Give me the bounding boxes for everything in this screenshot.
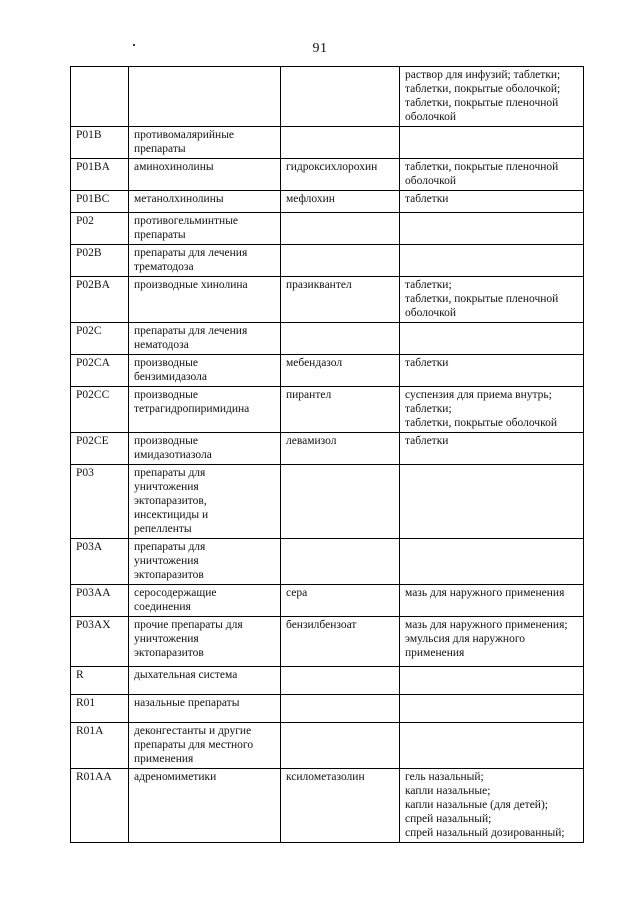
atc-code-cell: P02BA [71,277,129,323]
drug-name-cell [281,465,400,539]
group-name-cell [129,667,281,695]
atc-code-cell: P02CE [71,433,129,465]
group-name-cell-line: производные [134,435,198,447]
group-name-cell-line: противогельминтные [134,215,239,227]
drug-name-cell: мебендазол [281,355,400,387]
atc-code-cell [71,67,129,127]
dosage-form-cell [400,213,584,245]
dosage-form-cell [400,191,584,213]
group-name-cell-line: назальные препараты [134,697,240,709]
table-row [71,387,584,433]
group-name-cell-line: инсектициды и [134,509,209,521]
dosage-form-cell [400,67,584,127]
atc-code-cell: P01BC [71,191,129,213]
dosage-form-cell [400,617,584,667]
group-name-cell [129,277,281,323]
atc-code-cell: P03 [71,465,129,539]
drug-name-cell: левамизол [281,433,400,465]
dosage-form-cell-line: суспензия для приема внутрь; [405,389,552,401]
table-row [71,323,584,355]
table-row [71,695,584,723]
dosage-form-cell [400,723,584,769]
group-name-cell-line: эктопаразитов [134,569,204,581]
atc-code-cell: P02C [71,323,129,355]
dosage-form-cell [400,323,584,355]
dosage-form-cell-line: гель назальный; [405,771,484,783]
drug-name-cell [281,245,400,277]
group-name-cell [129,245,281,277]
table-row [71,723,584,769]
dosage-form-cell-line: оболочкой [405,307,457,319]
group-name-cell [129,585,281,617]
drug-name-cell [281,667,400,695]
dosage-form-cell-line: таблетки [405,435,449,447]
dosage-form-cell-line: таблетки; [405,279,452,291]
dosage-form-cell-line: оболочкой [405,175,457,187]
dosage-form-cell-line: мазь для наружного применения; [405,619,568,631]
group-name-cell-line: противомалярийные [134,129,235,141]
group-name-cell [129,355,281,387]
group-name-cell-line: производные [134,389,198,401]
scan-speck [133,44,135,46]
atc-code-cell: P02CA [71,355,129,387]
dosage-form-cell [400,159,584,191]
group-name-cell [129,191,281,213]
table-row [71,277,584,323]
dosage-form-cell-line: оболочкой [405,111,457,123]
table-row [71,355,584,387]
drug-name-cell: бензилбензоат [281,617,400,667]
drug-name-cell [281,127,400,159]
table-row [71,191,584,213]
dosage-form-cell [400,127,584,159]
table-row [71,245,584,277]
dosage-form-cell-line: таблетки [405,193,449,205]
group-name-cell-line: препараты для местного [134,739,254,751]
dosage-form-cell-line: применения [405,647,465,659]
group-name-cell [129,67,281,127]
group-name-cell-line: препараты [134,229,186,241]
group-name-cell-line: деконгестанты и другие [134,725,252,737]
dosage-form-cell-line: эмульсия для наружного [405,633,526,645]
dosage-form-cell [400,539,584,585]
atc-code-cell: R01AA [71,769,129,843]
atc-code-cell: P02CC [71,387,129,433]
atc-code-cell: P03A [71,539,129,585]
group-name-cell-line: соединения [134,601,191,613]
dosage-form-cell [400,465,584,539]
table-row [71,539,584,585]
table-row [71,67,584,127]
group-name-cell-line: трематодоза [134,261,194,273]
page-number: 91 [312,41,328,56]
group-name-cell-line: применения [134,753,194,765]
dosage-form-cell [400,769,584,843]
atc-code-cell: R [71,667,129,695]
drug-name-cell [281,67,400,127]
group-name-cell-line: производные хинолина [134,279,248,291]
group-name-cell-line: уничтожения [134,555,199,567]
group-name-cell [129,387,281,433]
group-name-cell-line: препараты [134,143,186,155]
dosage-form-cell [400,695,584,723]
group-name-cell-line: тетрагидропиримидина [134,403,250,415]
dosage-form-cell-line: таблетки, покрытые оболочкой; [405,83,561,95]
group-name-cell [129,769,281,843]
drug-name-cell: празиквантел [281,277,400,323]
group-name-cell-line: уничтожения [134,481,199,493]
atc-code-cell: P01B [71,127,129,159]
dosage-form-cell-line: раствор для инфузий; таблетки; [405,69,561,81]
dosage-form-cell-line: спрей назальный; [405,813,492,825]
table-row [71,769,584,843]
group-name-cell-line: препараты для лечения [134,325,248,337]
group-name-cell-line: серосодержащие [134,587,217,599]
dosage-form-cell [400,245,584,277]
group-name-cell-line: аминохинолины [134,161,214,173]
drug-name-cell: сера [281,585,400,617]
dosage-form-cell [400,355,584,387]
atc-code-cell: P02 [71,213,129,245]
group-name-cell-line: препараты для [134,467,206,479]
drug-name-cell [281,213,400,245]
group-name-cell-line: прочие препараты для [134,619,243,631]
atc-code-cell: P01BA [71,159,129,191]
group-name-cell-line: репелленты [134,523,192,535]
table-row [71,159,584,191]
dosage-form-cell-line: таблетки, покрытые оболочкой [405,417,557,429]
drug-name-cell [281,695,400,723]
dosage-form-cell-line: таблетки, покрытые пленочной [405,293,559,305]
atc-code-cell: P03AA [71,585,129,617]
group-name-cell-line: имидазотиазола [134,449,212,461]
dosage-form-cell-line: таблетки, покрытые пленочной [405,97,559,109]
group-name-cell [129,539,281,585]
atc-code-cell: P02B [71,245,129,277]
table-row [71,617,584,667]
table-row [71,465,584,539]
group-name-cell-line: препараты для лечения [134,247,248,259]
group-name-cell-line: бензимидазола [134,371,207,383]
table-row [71,433,584,465]
group-name-cell [129,695,281,723]
dosage-form-cell-line: мазь для наружного применения [405,587,565,599]
drug-name-cell [281,539,400,585]
dosage-form-cell-line: капли назальные; [405,785,491,797]
drug-name-cell: гидроксихлорохин [281,159,400,191]
table-row [71,127,584,159]
group-name-cell [129,127,281,159]
group-name-cell-line: метанолхинолины [134,193,224,205]
drug-name-cell: мефлохин [281,191,400,213]
group-name-cell [129,723,281,769]
group-name-cell [129,617,281,667]
table-row [71,585,584,617]
drug-name-cell [281,723,400,769]
group-name-cell-line: эктопаразитов [134,647,204,659]
group-name-cell-line: уничтожения [134,633,199,645]
drug-name-cell: пирантел [281,387,400,433]
atc-code-cell: P03AX [71,617,129,667]
dosage-form-cell [400,585,584,617]
atc-code-cell: R01 [71,695,129,723]
dosage-form-cell [400,667,584,695]
drug-name-cell [281,323,400,355]
atc-code-cell: R01A [71,723,129,769]
dosage-form-cell-line: капли назальные (для детей); [405,799,548,811]
group-name-cell-line: производные [134,357,198,369]
table-row [71,213,584,245]
table-body [71,67,584,843]
dosage-form-cell-line: таблетки, покрытые пленочной [405,161,559,173]
dosage-form-cell-line: спрей назальный дозированный; [405,827,565,839]
dosage-form-cell-line: таблетки; [405,403,452,415]
table-row [71,667,584,695]
drug-classification-table [70,66,584,843]
group-name-cell-line: эктопаразитов, [134,495,207,507]
group-name-cell [129,213,281,245]
dosage-form-cell [400,277,584,323]
group-name-cell [129,465,281,539]
group-name-cell-line: нематодоза [134,339,189,351]
group-name-cell [129,159,281,191]
dosage-form-cell [400,433,584,465]
group-name-cell-line: дыхательная система [134,669,238,681]
group-name-cell-line: препараты для [134,541,206,553]
dosage-form-cell-line: таблетки [405,357,449,369]
drug-name-cell: ксилометазолин [281,769,400,843]
group-name-cell [129,433,281,465]
group-name-cell-line: адреномиметики [134,771,217,783]
group-name-cell [129,323,281,355]
dosage-form-cell [400,387,584,433]
